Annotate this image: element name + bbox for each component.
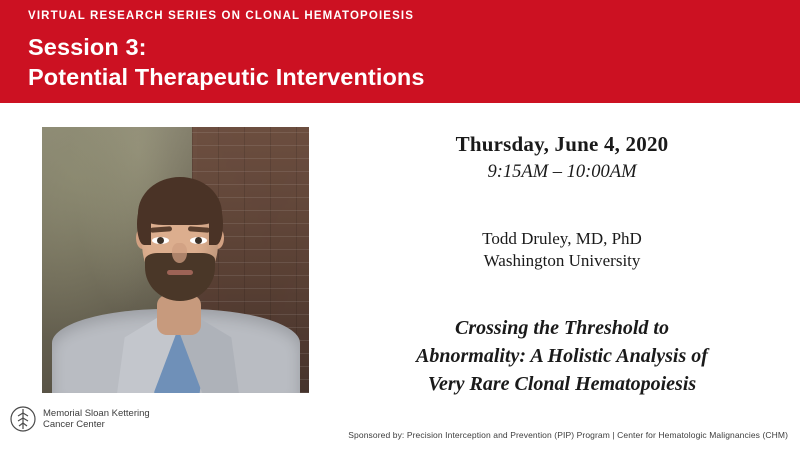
msk-tree-icon bbox=[10, 404, 36, 434]
photo-neck bbox=[157, 295, 201, 335]
talk-title-line3: Very Rare Clonal Hematopoiesis bbox=[427, 373, 697, 395]
photo-pupil-right bbox=[195, 237, 202, 244]
speaker-affiliation: Washington University bbox=[483, 251, 641, 270]
photo-eye-right bbox=[190, 237, 207, 244]
msk-wordmark bbox=[43, 408, 150, 431]
photo-nose bbox=[172, 243, 187, 263]
talk-title-line1: Crossing the Threshold to bbox=[455, 317, 669, 339]
speaker-photo bbox=[42, 127, 309, 393]
photo-mouth bbox=[167, 270, 193, 275]
session-title-line2: Potential Therapeutic Interventions bbox=[28, 64, 425, 90]
photo-hair-side-right bbox=[209, 203, 223, 245]
event-date: Thursday, June 4, 2020 bbox=[455, 132, 669, 156]
msk-wordmark-line2: Cancer Center bbox=[43, 419, 105, 430]
talk-title-line2: Abnormality: A Holistic Analysis of bbox=[416, 345, 708, 367]
talk-title bbox=[338, 314, 786, 398]
session-title-line1: Session 3: bbox=[28, 34, 147, 60]
event-time: 9:15AM – 10:00AM bbox=[487, 162, 637, 182]
sponsor-text: Sponsored by: Precision Interception and Prevention (PIP) Program | Center for Hematologic Malignancies (CHM) bbox=[348, 430, 788, 440]
photo-pupil-left bbox=[157, 237, 164, 244]
photo-eye-left bbox=[152, 237, 169, 244]
title-banner bbox=[0, 0, 800, 103]
speaker-name: Todd Druley, MD, PhD bbox=[482, 229, 642, 248]
msk-wordmark-line1: Memorial Sloan Kettering bbox=[43, 407, 150, 419]
series-eyebrow: VIRTUAL RESEARCH SERIES ON CLONAL HEMATOPOIESIS bbox=[28, 10, 415, 22]
msk-logo bbox=[10, 404, 150, 434]
event-details bbox=[338, 131, 786, 398]
photo-hair-side-left bbox=[137, 203, 151, 245]
